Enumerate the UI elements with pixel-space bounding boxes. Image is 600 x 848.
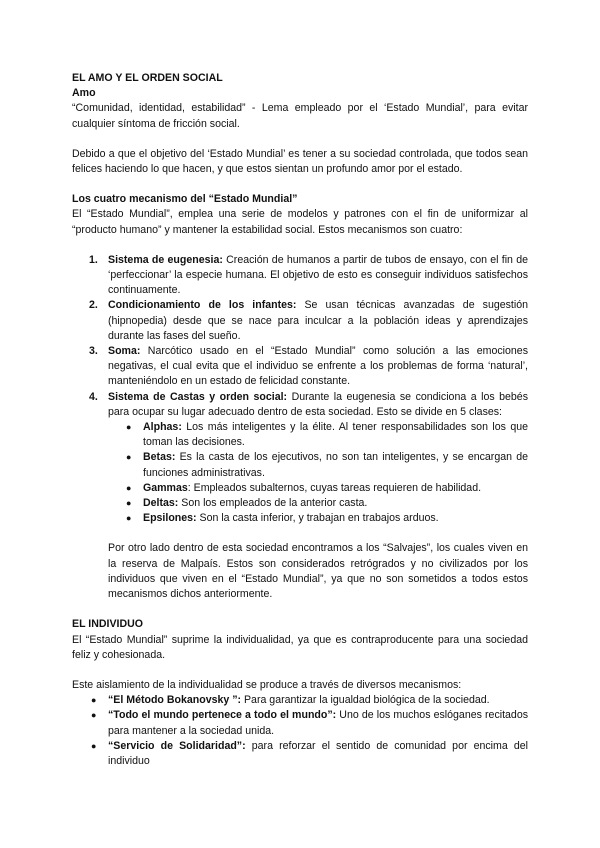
list-number: 2. xyxy=(89,299,98,312)
paragraph: Debido a que el objetivo del ‘Estado Mundial’ es tener a su sociedad controlada, que todos sean felices haciendo lo que hacen, y que estos sientan un profundo amor por el estado. xyxy=(72,147,528,176)
paragraph: El “Estado Mundial” suprime la individualidad, ya que es contraproducente para una sociedad feliz y cohesionada. xyxy=(72,633,528,661)
list-term: “El Método Bokanovsky ”: xyxy=(108,694,242,707)
document-title: EL AMO Y EL ORDEN SOCIAL xyxy=(72,72,223,84)
bullet-icon: ● xyxy=(91,740,97,751)
list-item xyxy=(91,693,528,708)
paragraph: Este aislamiento de la individualidad se produce a través de diversos mecanismos: xyxy=(72,678,462,691)
casta-text: : Empleados subalternos, cuyas tareas requieren de habilidad. xyxy=(187,481,482,494)
bullet-icon: ● xyxy=(126,452,132,463)
casta-term: Betas: xyxy=(143,451,176,464)
list-text: Se usan técnicas avanzadas de sugestión (hipnopedia) desde que se nace para inculcar a la población ideas y aprendizajes durante las fases del sueño. xyxy=(108,299,528,342)
section-heading-amo: Amo xyxy=(72,87,96,100)
casta-term: Alphas: xyxy=(143,421,182,434)
paragraph: El “Estado Mundial”, emplea una serie de modelos y patrones con el fin de uniformizar al “producto humano” y mantener la estabilidad social. Estos mecanismos son cuatro: xyxy=(72,208,528,236)
bullet-icon: ● xyxy=(126,513,132,524)
list-text: para reforzar el sentido de comunidad por encima del individuo xyxy=(108,739,529,767)
numbered-list xyxy=(72,253,528,527)
list-number: 1. xyxy=(89,253,98,266)
bullet-icon: ● xyxy=(91,695,97,706)
casta-text: Los más inteligentes y la élite. Al tener responsabilidades son los que toman las decisiones. xyxy=(143,421,528,449)
casta-item xyxy=(126,481,528,496)
list-item xyxy=(89,298,528,344)
casta-item xyxy=(126,450,528,480)
bullet-icon: ● xyxy=(126,482,132,493)
paragraph: “Comunidad, identidad, estabilidad” - Lema empleado por el ‘Estado Mundial’, para evitar cualquier síntoma de fricción social. xyxy=(72,102,528,130)
list-text: Para garantizar la igualdad biológica de la sociedad. xyxy=(241,694,490,707)
section-heading-mecanismos: Los cuatro mecanismo del “Estado Mundial” xyxy=(72,193,298,206)
list-item xyxy=(91,739,529,769)
casta-text: Es la casta de los ejecutivos, no son tan inteligentes, y se encargan de funciones administrativas. xyxy=(143,451,528,479)
paragraph-salvajes: Por otro lado dentro de esta sociedad encontramos a los “Salvajes”, los cuales viven en la reserva de Malpaís. Estos son considerados retrógrados y no civilizados por los individuos que viven en el “Estado Mundial”, ya que no son sometidos a todos estos mecanismos dichos anteriormente. xyxy=(108,542,528,601)
list-number: 4. xyxy=(89,390,98,403)
list-term: Sistema de eugenesia: xyxy=(108,253,223,266)
list-term: “Servicio de Solidaridad”: xyxy=(108,739,246,752)
bullet-icon: ● xyxy=(126,498,132,509)
list-text: Creación de humanos a partir de tubos de ensayo, con el fin de ‘perfeccionar’ la especie humana. El objetivo de esto es conseguir individuos satisfechos continuamente. xyxy=(108,253,528,297)
casta-item xyxy=(126,511,528,526)
casta-term: Gammas xyxy=(143,481,188,494)
list-text: Durante la eugenesia se condiciona a los bebés para ocupar su lugar adecuado dentro de esta sociedad. Esto se divide en 5 clases: xyxy=(108,390,528,418)
list-text: Narcótico usado en el “Estado Mundial” como solución a las emociones negativas, el cual evita que el individuo se enfrente a los problemas de forma ‘natural’, manteniéndolo en un estado de felicidad constante. xyxy=(108,345,528,388)
casta-text: Son la casta inferior, y trabajan en trabajos arduos. xyxy=(196,512,439,525)
bullet-icon: ● xyxy=(126,422,132,433)
list-term: Sistema de Castas y orden social: xyxy=(108,390,288,403)
bullet-icon: ● xyxy=(91,710,97,721)
casta-item xyxy=(126,496,528,511)
list-term: Condicionamiento de los infantes: xyxy=(108,299,297,312)
list-item xyxy=(89,344,528,390)
section-heading-individuo: EL INDIVIDUO xyxy=(72,618,144,631)
casta-item xyxy=(126,420,528,450)
list-term: Soma: xyxy=(108,345,141,358)
list-term: “Todo el mundo pertenece a todo el mundo”: xyxy=(108,709,337,722)
list-item xyxy=(89,253,528,299)
list-number: 3. xyxy=(89,345,98,358)
list-text: Uno de los muchos eslóganes recitados para mantener a la sociedad unida. xyxy=(108,709,529,737)
list-item xyxy=(89,390,528,527)
bulleted-list xyxy=(72,693,528,769)
document-body xyxy=(72,71,528,769)
castas-list xyxy=(108,420,528,526)
casta-term: Epsilones: xyxy=(143,512,197,525)
list-item xyxy=(91,708,529,738)
casta-text: Son los empleados de la anterior casta. xyxy=(178,497,368,510)
casta-term: Deltas: xyxy=(143,497,179,510)
